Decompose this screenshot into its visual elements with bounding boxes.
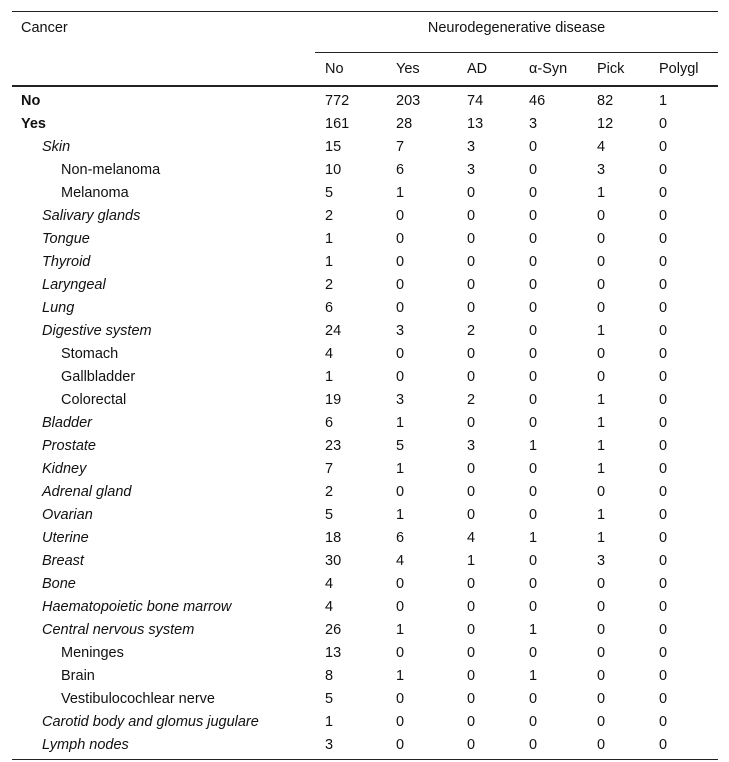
cell-value: 5	[325, 184, 334, 201]
cell-value: 0	[467, 644, 476, 661]
row-label: Central nervous system	[42, 621, 195, 638]
row-label: Adrenal gland	[42, 483, 132, 500]
cell-value: 1	[396, 460, 405, 477]
cell-value: 0	[396, 598, 405, 615]
cell-value: 0	[659, 253, 668, 270]
table-row	[12, 112, 718, 135]
cell-value: 4	[325, 575, 334, 592]
table-row	[12, 86, 718, 112]
cell-value: 4	[325, 598, 334, 615]
cell-value: 0	[597, 207, 606, 224]
row-label: Brain	[61, 667, 95, 684]
cell-value: 0	[467, 299, 476, 316]
cell-value: 0	[529, 506, 538, 523]
cell-value: 0	[659, 414, 668, 431]
cell-value: 1	[597, 414, 606, 431]
row-label: Tongue	[42, 230, 90, 247]
cell-value: 0	[529, 483, 538, 500]
row-label: Gallbladder	[61, 368, 136, 385]
cell-value: 0	[467, 276, 476, 293]
column-header: Pick	[587, 53, 649, 87]
cell-value: 6	[325, 414, 334, 431]
cell-value: 0	[396, 253, 405, 270]
table-row	[12, 457, 718, 480]
table-row	[12, 296, 718, 319]
row-label: Ovarian	[42, 506, 93, 523]
cell-value: 0	[396, 368, 405, 385]
cell-value: 0	[597, 483, 606, 500]
table-row	[12, 710, 718, 733]
cell-value: 1	[529, 667, 538, 684]
cell-value: 0	[659, 230, 668, 247]
row-label: Yes	[21, 115, 46, 132]
cell-value: 772	[325, 92, 350, 109]
cell-value: 0	[519, 733, 587, 760]
row-label: Lymph nodes	[12, 733, 315, 760]
cell-value: 2	[467, 322, 476, 339]
cell-value: 0	[529, 276, 538, 293]
table-row	[12, 181, 718, 204]
column-header: Yes	[386, 53, 457, 87]
cell-value: 0	[659, 598, 668, 615]
cell-value: 0	[386, 733, 457, 760]
table-row	[12, 664, 718, 687]
cell-value: 3	[396, 391, 405, 408]
cell-value: 5	[325, 506, 334, 523]
cell-value: 1	[529, 529, 538, 546]
row-label: Uterine	[42, 529, 89, 546]
cell-value: 0	[659, 368, 668, 385]
cell-value: 30	[325, 552, 342, 569]
cell-value: 0	[396, 690, 405, 707]
cell-value: 0	[529, 690, 538, 707]
table-row	[12, 135, 718, 158]
row-label: Laryngeal	[42, 276, 106, 293]
table-row	[12, 618, 718, 641]
cell-value: 6	[325, 299, 334, 316]
cell-value: 1	[325, 713, 334, 730]
cell-value: 0	[529, 253, 538, 270]
cell-value: 0	[529, 345, 538, 362]
table-row	[12, 227, 718, 250]
row-label: Salivary glands	[42, 207, 141, 224]
cell-value: 0	[529, 299, 538, 316]
header-row-columns	[12, 53, 718, 87]
cell-value: 203	[396, 92, 421, 109]
cell-value: 4	[597, 138, 606, 155]
cell-value: 0	[467, 253, 476, 270]
cell-value: 0	[529, 207, 538, 224]
cell-value: 7	[325, 460, 334, 477]
table-row	[12, 503, 718, 526]
cell-value: 0	[529, 138, 538, 155]
cell-value: 3	[396, 322, 405, 339]
cell-value: 0	[467, 483, 476, 500]
cell-value: 0	[467, 506, 476, 523]
cell-value: 0	[529, 713, 538, 730]
cell-value: 0	[659, 667, 668, 684]
table-row	[12, 158, 718, 181]
table-row	[12, 434, 718, 457]
row-label: Prostate	[42, 437, 96, 454]
cell-value: 1	[396, 506, 405, 523]
cell-value: 1	[396, 621, 405, 638]
table-row	[12, 342, 718, 365]
group-header: Neurodegenerative disease	[315, 12, 718, 53]
cell-value: 0	[529, 230, 538, 247]
cell-value: 3	[529, 115, 538, 132]
cell-value: 0	[659, 437, 668, 454]
table-row	[12, 526, 718, 549]
cell-value: 0	[597, 667, 606, 684]
cell-value: 82	[597, 92, 614, 109]
row-label: Carotid body and glomus jugulare	[42, 713, 259, 730]
cell-value: 0	[597, 299, 606, 316]
row-label: Bone	[42, 575, 76, 592]
cell-value: 0	[597, 253, 606, 270]
cell-value: 1	[529, 437, 538, 454]
cell-value: 26	[325, 621, 342, 638]
cell-value: 0	[659, 276, 668, 293]
column-header: Polygl	[649, 53, 718, 87]
cell-value: 1	[597, 437, 606, 454]
row-label-header: Cancer	[12, 12, 315, 53]
cell-value: 15	[325, 138, 342, 155]
row-label: Melanoma	[61, 184, 129, 201]
cell-value: 0	[659, 345, 668, 362]
cell-value: 2	[325, 207, 334, 224]
cell-value: 0	[467, 368, 476, 385]
cell-value: 0	[457, 733, 519, 760]
row-label: Stomach	[61, 345, 119, 362]
table-row	[12, 687, 718, 710]
cell-value: 0	[659, 552, 668, 569]
table-row	[12, 204, 718, 227]
header-row-group	[12, 12, 718, 53]
cell-value: 0	[659, 644, 668, 661]
cell-value: 0	[396, 575, 405, 592]
cell-value: 3	[467, 161, 476, 178]
row-label: Skin	[42, 138, 71, 155]
cell-value: 0	[659, 184, 668, 201]
cell-value: 3	[597, 161, 606, 178]
cell-value: 0	[659, 115, 668, 132]
cell-value: 0	[396, 299, 405, 316]
cell-value: 0	[597, 690, 606, 707]
cell-value: 23	[325, 437, 342, 454]
table-row	[12, 641, 718, 664]
row-label: Meninges	[61, 644, 124, 661]
column-header: α-Syn	[519, 53, 587, 87]
cell-value: 4	[325, 345, 334, 362]
cell-value: 1	[325, 253, 334, 270]
row-label: No	[21, 92, 41, 109]
cell-value: 4	[396, 552, 405, 569]
row-label: Kidney	[42, 460, 87, 477]
cell-value: 0	[467, 575, 476, 592]
row-label: Colorectal	[61, 391, 127, 408]
cell-value: 0	[597, 713, 606, 730]
table-row	[12, 595, 718, 618]
cell-value: 161	[325, 115, 350, 132]
cell-value: 1	[659, 92, 668, 109]
cell-value: 1	[325, 230, 334, 247]
table-row	[12, 411, 718, 434]
cell-value: 0	[467, 207, 476, 224]
cell-value: 1	[396, 414, 405, 431]
cell-value: 0	[396, 207, 405, 224]
cell-value: 0	[396, 345, 405, 362]
cancer-neurodegenerative-table	[12, 11, 718, 760]
header-spacer	[12, 53, 315, 87]
cell-value: 0	[396, 230, 405, 247]
cell-value: 1	[467, 552, 476, 569]
cell-value: 1	[597, 322, 606, 339]
data-table-container	[12, 11, 718, 760]
cell-value: 0	[659, 575, 668, 592]
cell-value: 74	[467, 92, 484, 109]
cell-value: 10	[325, 161, 342, 178]
table-row	[12, 273, 718, 296]
row-label: Vestibulocochlear nerve	[61, 690, 215, 707]
cell-value: 0	[396, 276, 405, 293]
cell-value: 4	[467, 529, 476, 546]
cell-value: 0	[587, 733, 649, 760]
cell-value: 0	[659, 529, 668, 546]
cell-value: 0	[597, 368, 606, 385]
cell-value: 0	[659, 621, 668, 638]
cell-value: 6	[396, 529, 405, 546]
cell-value: 2	[325, 483, 334, 500]
cell-value: 0	[597, 644, 606, 661]
cell-value: 1	[529, 621, 538, 638]
table-row	[12, 319, 718, 342]
cell-value: 0	[467, 345, 476, 362]
cell-value: 0	[529, 644, 538, 661]
cell-value: 12	[597, 115, 614, 132]
cell-value: 2	[325, 276, 334, 293]
cell-value: 0	[467, 460, 476, 477]
cell-value: 0	[467, 667, 476, 684]
cell-value: 0	[659, 506, 668, 523]
cell-value: 0	[529, 552, 538, 569]
cell-value: 0	[597, 575, 606, 592]
cell-value: 0	[467, 230, 476, 247]
cell-value: 0	[597, 598, 606, 615]
cell-value: 28	[396, 115, 413, 132]
cell-value: 24	[325, 322, 342, 339]
column-header: No	[315, 53, 386, 87]
table-row	[12, 733, 718, 760]
cell-value: 0	[529, 414, 538, 431]
cell-value: 0	[467, 414, 476, 431]
row-label: Thyroid	[42, 253, 91, 270]
cell-value: 5	[325, 690, 334, 707]
cell-value: 0	[396, 713, 405, 730]
cell-value: 0	[396, 483, 405, 500]
row-label: Lung	[42, 299, 75, 316]
cell-value: 2	[467, 391, 476, 408]
cell-value: 0	[529, 598, 538, 615]
row-label: Breast	[42, 552, 84, 569]
cell-value: 46	[529, 92, 546, 109]
cell-value: 0	[659, 138, 668, 155]
cell-value: 0	[649, 733, 718, 760]
cell-value: 0	[597, 621, 606, 638]
cell-value: 6	[396, 161, 405, 178]
table-body	[12, 86, 718, 760]
cell-value: 3	[315, 733, 386, 760]
row-label: Bladder	[42, 414, 92, 431]
cell-value: 1	[325, 368, 334, 385]
cell-value: 18	[325, 529, 342, 546]
row-label: Non-melanoma	[61, 161, 161, 178]
cell-value: 0	[529, 391, 538, 408]
cell-value: 13	[467, 115, 484, 132]
cell-value: 1	[597, 506, 606, 523]
table-row	[12, 365, 718, 388]
cell-value: 0	[597, 230, 606, 247]
cell-value: 8	[325, 667, 334, 684]
cell-value: 13	[325, 644, 342, 661]
cell-value: 1	[597, 460, 606, 477]
table-row	[12, 549, 718, 572]
cell-value: 1	[597, 529, 606, 546]
cell-value: 0	[529, 322, 538, 339]
column-header: AD	[457, 53, 519, 87]
cell-value: 1	[597, 184, 606, 201]
cell-value: 5	[396, 437, 405, 454]
cell-value: 0	[529, 368, 538, 385]
cell-value: 7	[396, 138, 405, 155]
cell-value: 0	[659, 207, 668, 224]
cell-value: 3	[597, 552, 606, 569]
cell-value: 0	[659, 161, 668, 178]
table-row	[12, 388, 718, 411]
cell-value: 3	[467, 138, 476, 155]
cell-value: 0	[529, 184, 538, 201]
cell-value: 0	[659, 713, 668, 730]
row-label: Haematopoietic bone marrow	[42, 598, 232, 615]
cell-value: 0	[597, 276, 606, 293]
cell-value: 19	[325, 391, 342, 408]
cell-value: 0	[467, 621, 476, 638]
cell-value: 0	[396, 644, 405, 661]
cell-value: 1	[597, 391, 606, 408]
cell-value: 0	[467, 598, 476, 615]
cell-value: 0	[659, 690, 668, 707]
table-row	[12, 480, 718, 503]
cell-value: 0	[529, 161, 538, 178]
cell-value: 0	[467, 690, 476, 707]
table-row	[12, 250, 718, 273]
cell-value: 1	[396, 184, 405, 201]
cell-value: 0	[467, 184, 476, 201]
cell-value: 0	[529, 575, 538, 592]
cell-value: 0	[659, 460, 668, 477]
cell-value: 0	[659, 483, 668, 500]
cell-value: 1	[396, 667, 405, 684]
row-label: Digestive system	[42, 322, 152, 339]
cell-value: 0	[659, 391, 668, 408]
cell-value: 0	[529, 460, 538, 477]
cell-value: 0	[597, 345, 606, 362]
cell-value: 3	[467, 437, 476, 454]
cell-value: 0	[467, 713, 476, 730]
cell-value: 0	[659, 322, 668, 339]
table-row	[12, 572, 718, 595]
cell-value: 0	[659, 299, 668, 316]
